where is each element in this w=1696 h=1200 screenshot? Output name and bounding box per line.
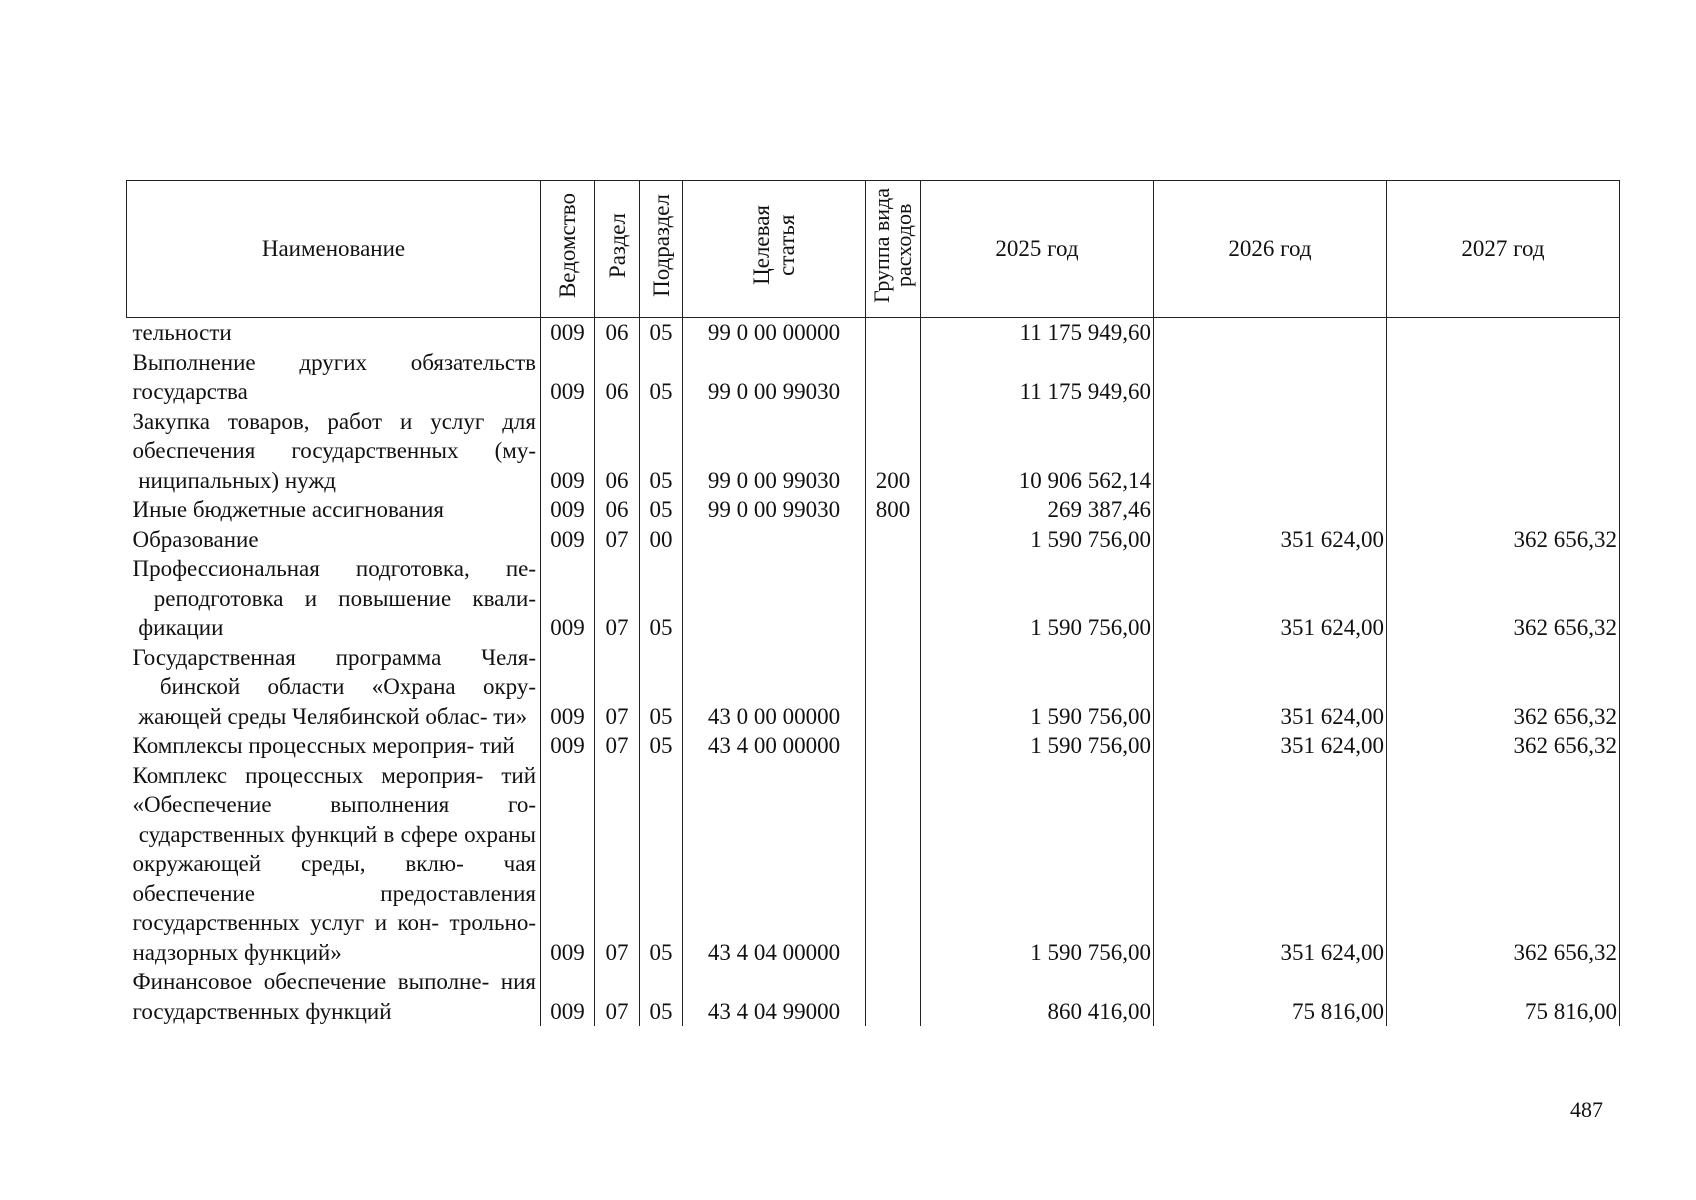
cell-target-article [683,525,866,555]
cell-razdel: 07 [595,554,640,643]
cell-2025: 860 416,00 [921,967,1154,1026]
cell-vedomstvo: 009 [541,495,595,525]
cell-podrazdel: 05 [640,967,683,1026]
table-body [127,318,1620,1027]
cell-2027: 362 656,32 [1387,554,1620,643]
page-number: 487 [1570,1097,1603,1122]
cell-2025: 1 590 756,00 [921,643,1154,732]
cell-name: Выполнение других обязательств государства [127,348,541,407]
cell-expense-group: 800 [866,495,921,525]
cell-vedomstvo: 009 [541,554,595,643]
cell-target-article: 99 0 00 99030 [683,407,866,496]
cell-podrazdel: 05 [640,731,683,761]
col-header-name: Наименование [127,181,541,318]
cell-2026: 75 816,00 [1154,967,1387,1026]
cell-target-article: 99 0 00 99030 [683,348,866,407]
cell-podrazdel: 05 [640,407,683,496]
cell-2027: 362 656,32 [1387,761,1620,968]
cell-2027: 362 656,32 [1387,643,1620,732]
cell-2026: 351 624,00 [1154,554,1387,643]
cell-vedomstvo: 009 [541,407,595,496]
cell-2026 [1154,348,1387,407]
cell-expense-group [866,525,921,555]
cell-podrazdel: 05 [640,318,683,348]
cell-podrazdel: 05 [640,761,683,968]
cell-vedomstvo: 009 [541,348,595,407]
cell-target-article: 99 0 00 99030 [683,495,866,525]
cell-razdel: 07 [595,643,640,732]
col-header-2026: 2026 год [1154,181,1387,318]
cell-vedomstvo: 009 [541,967,595,1026]
table-row [127,348,1620,407]
table-row [127,761,1620,968]
cell-razdel: 06 [595,407,640,496]
col-header-expense-group: Группа вида расходов [866,181,921,318]
cell-expense-group [866,348,921,407]
cell-2025: 1 590 756,00 [921,554,1154,643]
cell-expense-group: 200 [866,407,921,496]
cell-2025: 1 590 756,00 [921,731,1154,761]
cell-name: Государственная программа Челя- бинской области «Охрана окру- жающей среды Челябинской облас- ти» [127,643,541,732]
cell-name: тельности [127,318,541,348]
cell-expense-group [866,967,921,1026]
cell-2027: 362 656,32 [1387,731,1620,761]
cell-expense-group [866,643,921,732]
cell-name: Закупка товаров, работ и услуг для обеспечения государственных (му- ниципальных) нужд [127,407,541,496]
cell-podrazdel: 05 [640,643,683,732]
cell-2026 [1154,407,1387,496]
cell-2026: 351 624,00 [1154,731,1387,761]
cell-2027: 362 656,32 [1387,525,1620,555]
col-header-2025: 2025 год [921,181,1154,318]
cell-name: Комплекс процессных мероприя- тий «Обеспечение выполнения го- сударственных функций в сфере охраны окружающей среды, вклю- чая обеспечение предоставления государственных услуг и кон- трольно-надзорных функций» [127,761,541,968]
cell-expense-group [866,554,921,643]
cell-2026 [1154,495,1387,525]
cell-name: Финансовое обеспечение выполне- ния государственных функций [127,967,541,1026]
table-row [127,407,1620,496]
cell-2026 [1154,318,1387,348]
cell-2025: 269 387,46 [921,495,1154,525]
cell-name: Иные бюджетные ассигнования [127,495,541,525]
cell-target-article: 99 0 00 00000 [683,318,866,348]
table-row [127,967,1620,1026]
table-row [127,731,1620,761]
col-header-2027: 2027 год [1387,181,1620,318]
cell-2027 [1387,348,1620,407]
table-row [127,643,1620,732]
cell-2025: 1 590 756,00 [921,525,1154,555]
cell-name: Образование [127,525,541,555]
cell-2027 [1387,318,1620,348]
cell-podrazdel: 05 [640,495,683,525]
cell-2027: 75 816,00 [1387,967,1620,1026]
cell-name: Комплексы процессных мероприя- тий [127,731,541,761]
table-row [127,318,1620,348]
cell-expense-group [866,761,921,968]
cell-podrazdel: 05 [640,554,683,643]
cell-2025: 1 590 756,00 [921,761,1154,968]
col-header-vedomstvo: Ведомство [541,181,595,318]
col-header-target-article: Целевая статья [683,181,866,318]
budget-table [126,180,1620,1026]
cell-2025: 11 175 949,60 [921,348,1154,407]
table-row [127,495,1620,525]
cell-razdel: 07 [595,525,640,555]
table-header-row [127,181,1620,318]
cell-2026: 351 624,00 [1154,761,1387,968]
cell-vedomstvo: 009 [541,643,595,732]
cell-2026: 351 624,00 [1154,525,1387,555]
col-header-razdel: Раздел [595,181,640,318]
cell-target-article: 43 4 00 00000 [683,731,866,761]
cell-expense-group [866,731,921,761]
cell-2025: 10 906 562,14 [921,407,1154,496]
cell-razdel: 07 [595,731,640,761]
cell-vedomstvo: 009 [541,731,595,761]
cell-name: Профессиональная подготовка, пе- реподготовка и повышение квали- фикации [127,554,541,643]
table-row [127,554,1620,643]
cell-razdel: 06 [595,348,640,407]
cell-2025: 11 175 949,60 [921,318,1154,348]
col-header-podrazdel: Подраздел [640,181,683,318]
table-row [127,525,1620,555]
cell-razdel: 06 [595,318,640,348]
cell-target-article: 43 0 00 00000 [683,643,866,732]
cell-razdel: 07 [595,967,640,1026]
cell-2027 [1387,495,1620,525]
cell-vedomstvo: 009 [541,525,595,555]
cell-2026: 351 624,00 [1154,643,1387,732]
cell-vedomstvo: 009 [541,761,595,968]
cell-razdel: 07 [595,761,640,968]
cell-2027 [1387,407,1620,496]
cell-target-article: 43 4 04 99000 [683,967,866,1026]
cell-razdel: 06 [595,495,640,525]
cell-target-article: 43 4 04 00000 [683,761,866,968]
cell-vedomstvo: 009 [541,318,595,348]
cell-podrazdel: 00 [640,525,683,555]
cell-podrazdel: 05 [640,348,683,407]
cell-expense-group [866,318,921,348]
cell-target-article [683,554,866,643]
